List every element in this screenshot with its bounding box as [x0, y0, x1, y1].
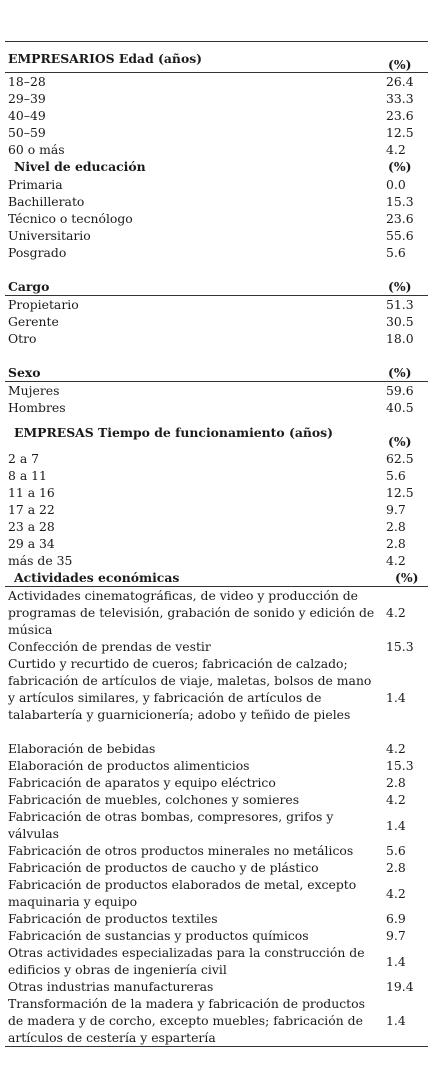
row-label: Hombres [8, 400, 66, 415]
row-label: Fabricación de muebles, colchones y somieres [8, 792, 300, 807]
unit-label: (%) [395, 570, 419, 585]
row-label: Actividades cinematográficas, de video y producción de programas de televisión, grabación de sonido y edición de música [8, 588, 375, 637]
row-label: Primaria [8, 177, 63, 192]
row-label: Bachillerato [8, 194, 85, 209]
row-label: Transformación de la madera y fabricación de productos de madera y de corcho, excepto muebles; fabricación de artículos de cestería y espartería [8, 996, 365, 1045]
table-bottom-rule [5, 1046, 428, 1047]
row-value: 26.4 [386, 74, 414, 89]
row-label: 18–28 [8, 74, 46, 89]
row-value: 4.2 [386, 792, 406, 807]
row-value: 15.3 [386, 194, 414, 209]
section-title: Sexo [8, 365, 41, 380]
row-value: 51.3 [386, 297, 414, 312]
row-label: 11 a 16 [8, 485, 55, 500]
row-label: más de 35 [8, 553, 73, 568]
row-value: 1.4 [386, 1013, 406, 1028]
row-value: 2.8 [386, 860, 406, 875]
section-title: EMPRESAS Tiempo de funcionamiento (años) [14, 425, 333, 440]
row-label: Técnico o tecnólogo [8, 211, 133, 226]
row-label: Universitario [8, 228, 91, 243]
row-label: Confección de prendas de vestir [8, 639, 211, 654]
row-value: 1.4 [386, 690, 406, 705]
row-label: 23 a 28 [8, 519, 55, 534]
row-value: 4.2 [386, 741, 406, 756]
row-value: 55.6 [386, 228, 414, 243]
row-label: Fabricación de otros productos minerales no metálicos [8, 843, 354, 858]
row-label: 40–49 [8, 108, 46, 123]
row-value: 62.5 [386, 451, 414, 466]
row-value: 30.5 [386, 314, 414, 329]
row-label: Otras industrias manufactureras [8, 979, 214, 994]
row-value: 33.3 [386, 91, 414, 106]
unit-label: (%) [388, 57, 412, 72]
row-label: Mujeres [8, 383, 60, 398]
section-title: Nivel de educación [14, 159, 146, 174]
row-label: Fabricación de otras bombas, compresores, grifos y válvulas [8, 809, 334, 841]
row-value: 4.2 [386, 142, 406, 157]
row-value: 4.2 [386, 605, 406, 620]
row-value: 9.7 [386, 502, 406, 517]
unit-label: (%) [388, 279, 412, 294]
unit-label: (%) [388, 365, 412, 380]
row-label: Otro [8, 331, 37, 346]
row-value: 1.4 [386, 818, 406, 833]
row-value: 40.5 [386, 400, 414, 415]
row-label: Fabricación de productos textiles [8, 911, 218, 926]
row-label: 29 a 34 [8, 536, 55, 551]
row-value: 15.3 [386, 758, 414, 773]
row-value: 2.8 [386, 775, 406, 790]
row-label: Gerente [8, 314, 59, 329]
row-label: Posgrado [8, 245, 67, 260]
row-value: 5.6 [386, 468, 406, 483]
row-label: Fabricación de aparatos y equipo eléctrico [8, 775, 276, 790]
section-title: Cargo [8, 279, 50, 294]
row-value: 18.0 [386, 331, 414, 346]
row-label: Otras actividades especializadas para la construcción de edificios y obras de ingeniería civil [8, 945, 365, 977]
section-title: EMPRESARIOS Edad (años) [8, 51, 203, 66]
row-value: 12.5 [386, 125, 414, 140]
row-value: 4.2 [386, 886, 406, 901]
row-value: 6.9 [386, 911, 406, 926]
row-value: 19.4 [386, 979, 414, 994]
row-value: 1.4 [386, 954, 406, 969]
row-label: Elaboración de productos alimenticios [8, 758, 250, 773]
row-label: Curtido y recurtido de cueros; fabricación de calzado; fabricación de artículos de viaje, maletas, bolsos de mano y artículos similares, y fabricación de artículos de talabartería y guarnicionería; adobo y teñido de pieles [8, 656, 372, 722]
row-label: 2 a 7 [8, 451, 40, 466]
row-label: 60 o más [8, 142, 65, 157]
row-value: 15.3 [386, 639, 414, 654]
row-value: 23.6 [386, 108, 414, 123]
row-label: Fabricación de sustancias y productos químicos [8, 928, 309, 943]
row-label: 17 a 22 [8, 502, 55, 517]
row-value: 5.6 [386, 245, 406, 260]
row-label: Propietario [8, 297, 79, 312]
row-label: 8 a 11 [8, 468, 47, 483]
row-label: 29–39 [8, 91, 46, 106]
row-value: 12.5 [386, 485, 414, 500]
table-top-rule [5, 41, 428, 42]
row-value: 4.2 [386, 553, 406, 568]
row-value: 0.0 [386, 177, 406, 192]
row-value: 2.8 [386, 536, 406, 551]
row-label: 50–59 [8, 125, 46, 140]
unit-label: (%) [388, 159, 412, 174]
row-value: 23.6 [386, 211, 414, 226]
section-title: Actividades económicas [14, 570, 180, 585]
row-value: 9.7 [386, 928, 406, 943]
row-label: Elaboración de bebidas [8, 741, 156, 756]
row-label: Fabricación de productos elaborados de metal, excepto maquinaria y equipo [8, 877, 357, 909]
row-value: 59.6 [386, 383, 414, 398]
row-value: 2.8 [386, 519, 406, 534]
unit-label: (%) [388, 434, 412, 449]
row-label: Fabricación de productos de caucho y de plástico [8, 860, 319, 875]
row-value: 5.6 [386, 843, 406, 858]
